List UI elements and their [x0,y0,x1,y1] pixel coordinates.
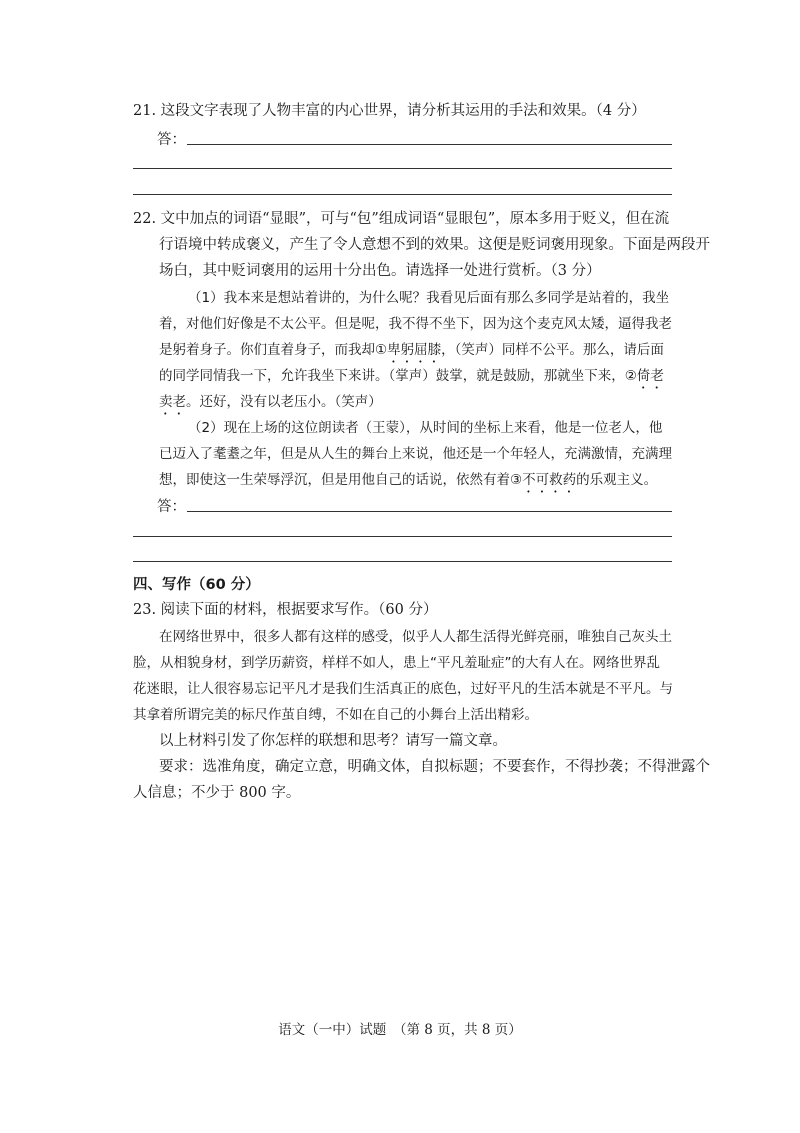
passage-1-line-2: 着，对他们好像是不太公平。但是呢，我不得不坐下，因为这个麦克风太矮，逼得我老 [159,316,672,332]
answer-line [133,536,672,537]
material-line-3: 花迷眼，让人很容易忘记平凡才是我们生活真正的底色，过好平凡的生活本就是不平凡。与 [133,681,673,697]
question-22-line-3: 场白，其中贬词褒用的运用十分出色。请选择一处进行赏析。（3 分） [159,263,601,279]
passage-1-line-4: 的同学同情我一下，允许我坐下来讲。（掌声）鼓掌，就是鼓励，那就坐下来，②倚老 [159,368,664,384]
material-line-4: 其拿着所谓完美的标尺作茧自缚，不如在自己的小舞台上活出精彩。 [133,707,538,723]
question-22-line-2: 行语境中转成褒义，产生了令人意想不到的效果。这便是贬词褒用现象。下面是两段开 [159,237,710,253]
section-heading: 四、写作（60 分） [133,577,260,593]
writing-prompt: 以上材料引发了你怎样的联想和思考？请写一篇文章。 [159,733,507,749]
answer-line [187,511,672,512]
material-line-2: 脸，从相貌身材，到学历薪资，样样不如人，患上“平凡羞耻症”的大有人在。网络世界乱 [133,655,660,671]
page-footer: 语文（一中）试题 （第 8 页，共 8 页） [278,1022,522,1038]
answer-line [133,561,672,562]
passage-1-line-5: 卖老。还好，没有以老压小。（笑声） [159,394,382,410]
passage-1-line-3: 是躬着身子。你们直着身子，而我却①卑躬屈膝，（笑声）同样不公平。那么，请后面 [159,342,664,358]
dotted-word: 卑躬屈膝 [387,342,442,358]
question-22-line-1: 22. 文中加点的词语“显眼”，可与“包”组成词语“显眼包”，原本多用于贬义，但在流 [133,211,670,227]
dotted-word: 卖老 [159,394,186,410]
answer-line [133,168,672,169]
requirements-line-1: 要求：选准角度，确定立意，明确文体，自拟标题；不要套作，不得抄袭；不得泄露个 [159,759,710,775]
dotted-word: 不可救药 [522,472,577,488]
answer-label-21: 答： [157,132,186,148]
requirements-line-2: 人信息；不少于 800 字。 [133,785,301,801]
passage-1-line-1: （1）我本来是想站着讲的，为什么呢？我看见后面有那么多同学是站着的，我坐 [188,290,670,306]
dotted-word: 倚老 [636,368,664,384]
material-line-1: 在网络世界中，很多人都有这样的感受，似乎人人都生活得光鲜亮丽，唯独自己灰头土 [159,629,672,645]
passage-2-line-2: 已迈入了耄耋之年，但是从人生的舞台上来说，他还是一个年轻人，充满激情，充满理 [159,446,672,462]
answer-label-22: 答： [157,499,186,515]
answer-line [187,144,672,145]
answer-line [133,194,672,195]
passage-2-line-1: （2）现在上场的这位朗读者（王蒙），从时间的坐标上来看，他是一位老人，他 [188,420,663,436]
question-21: 21. 这段文字表现了人物丰富的内心世界，请分析其运用的手法和效果。（4 分） [133,103,646,119]
passage-2-line-3: 想，即使这一生荣辱浮沉，但是用他自己的话说，依然有着③不可救药的乐观主义。 [159,472,658,488]
question-23: 23. 阅读下面的材料，根据要求写作。（60 分） [133,602,438,618]
